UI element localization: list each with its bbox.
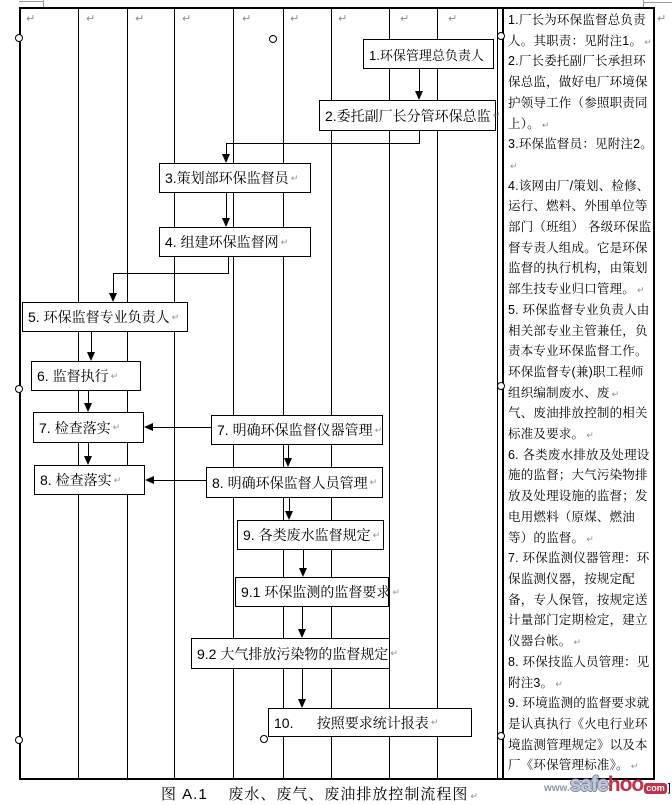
- flow-box-label: 8. 明确环保监督人员管理: [212, 474, 368, 491]
- figure-caption: 图 A.1 废水、废气、废油排放控制流程图 ↵: [161, 786, 479, 803]
- resize-handle[interactable]: [15, 736, 23, 744]
- note-item: 3.环保监督员：见附注2。↵: [508, 137, 653, 171]
- paragraph-mark-icon: ↵: [470, 791, 479, 801]
- note-item: 4.该网由厂/策划、检修、运行、燃料、外围单位等部门（班组） 各级环保监督专责人组成。它是环保监督的执行机构，由策划部生技专业归口管理。 ↵: [508, 178, 652, 297]
- paragraph-mark-icon: ↵: [112, 422, 121, 432]
- connector-line: [302, 669, 303, 700]
- flow-box-label: 2.委托副厂长分管环保总监: [325, 107, 491, 124]
- connector-line: [302, 607, 303, 630]
- lane-line: [127, 7, 128, 780]
- notes-panel-border: [502, 7, 504, 780]
- paragraph-mark-icon: ↵: [135, 13, 145, 25]
- note-item: 5. 环保监督专业负责人由相关部专业主管兼任，负责本专业环保监督工作。环保监督专(兼)职工程师组织编制废水、废 ↵: [508, 302, 650, 400]
- text-boundary-mark: [643, 2, 672, 3]
- paragraph-mark-icon: ↵: [290, 13, 300, 25]
- note-item: 2.厂长委托副厂长承担环保总监，做好电厂环境保护领导工作（参照职责同上）。 ↵: [508, 54, 648, 131]
- note-item: 气、废油排放控制的相关标准及要求。 ↵: [508, 406, 648, 442]
- flow-box-label: 9.2 大气排放污染物的监督规定: [197, 645, 389, 662]
- flow-box-label: 5. 环保监督专业负责人: [28, 309, 170, 325]
- connector-line: [419, 69, 420, 92]
- arrow-head: [299, 568, 307, 577]
- connector-line: [303, 550, 304, 569]
- paragraph-mark-icon: ↵: [113, 474, 122, 485]
- arrow-head: [144, 423, 153, 431]
- note-item: 9. 环境监测的监督要求就是认真执行《火电行业环境监测管理规定》以及本厂《环保管理标准》。 ↵: [508, 696, 650, 773]
- flow-box-5[interactable]: [22, 302, 188, 332]
- flow-box-7-right[interactable]: [211, 415, 383, 445]
- paragraph-mark-icon: ↵: [630, 761, 639, 772]
- arrow-head: [84, 456, 92, 465]
- watermark-hoo: hoo: [607, 773, 644, 796]
- paragraph-mark-icon: ↵: [290, 172, 299, 183]
- flow-box-8-right[interactable]: [206, 467, 383, 498]
- paragraph-mark-icon: ↵: [637, 285, 645, 296]
- resize-handle[interactable]: [497, 732, 505, 740]
- note-item: 7. 环保监测仪器管理：环保监测仪器，按规定配备，专人保管，按规定送计量部门定期检定，建立仪器台帐。 ↵: [508, 551, 650, 649]
- paragraph-mark-icon: ↵: [657, 13, 667, 25]
- flow-box-7-left[interactable]: [33, 412, 144, 443]
- connector-line: [154, 480, 206, 481]
- paragraph-mark-icon: ↵: [374, 424, 383, 435]
- flow-box-label: 8. 检查落实: [40, 472, 112, 488]
- paragraph-mark-icon: ↵: [390, 648, 398, 658]
- flow-box-9[interactable]: [237, 520, 384, 550]
- flow-box-label: 1.环保管理总负责人: [369, 47, 484, 63]
- arrow-head: [298, 629, 306, 638]
- connector-line: [289, 498, 290, 512]
- watermark-com: com: [646, 783, 665, 793]
- flow-box-6[interactable]: [31, 361, 141, 391]
- paragraph-mark-icon: ↵: [392, 586, 400, 597]
- paragraph-mark-icon: ↵: [369, 477, 378, 487]
- watermark-bracket: ]: [667, 782, 671, 794]
- arrow-head: [298, 699, 306, 708]
- paragraph-mark-icon: ↵: [586, 533, 594, 544]
- note-item: 1.厂长为环保监督总负责人。其职责：见附注1。 ↵: [508, 13, 652, 48]
- lane-line: [497, 7, 498, 780]
- connector-line: [226, 143, 420, 144]
- paragraph-mark-icon: ↵: [492, 110, 501, 120]
- flow-box-label: 3.策划部环保监督员: [165, 170, 289, 186]
- lane-line: [174, 7, 175, 780]
- flow-box-8-left[interactable]: [34, 465, 145, 495]
- paragraph-mark-icon: ↵: [372, 529, 381, 540]
- text-boundary-mark: [643, 0, 644, 7]
- watermark: [544, 774, 671, 795]
- resize-handle[interactable]: [497, 32, 505, 40]
- paragraph-mark-icon: ↵: [586, 430, 594, 441]
- paragraph-mark-icon: ↵: [242, 13, 252, 25]
- paragraph-mark-icon: ↵: [555, 678, 564, 689]
- paragraph-mark-icon: ↵: [510, 160, 518, 171]
- arrow-head: [415, 91, 423, 100]
- resize-handle[interactable]: [15, 34, 23, 42]
- text-boundary-mark: [43, 0, 44, 7]
- flow-box-10[interactable]: [268, 708, 472, 737]
- paragraph-mark-icon: ↵: [171, 311, 180, 322]
- flow-box-label: 4. 组建环保监督网: [165, 234, 279, 250]
- connector-line: [153, 427, 211, 428]
- watermark-www: www.: [544, 783, 570, 794]
- flow-box-label: 7. 检查落实: [39, 419, 111, 436]
- paragraph-mark-icon: ↵: [338, 13, 348, 25]
- connector-line: [113, 273, 114, 294]
- arrow-head: [109, 293, 117, 302]
- resize-handle[interactable]: [260, 735, 268, 743]
- flow-box-4[interactable]: [159, 227, 311, 257]
- connector-line: [288, 445, 289, 459]
- flow-box-3[interactable]: [159, 163, 311, 193]
- text-boundary-mark: [19, 1, 44, 2]
- connector-line: [91, 332, 92, 353]
- resize-handle[interactable]: [497, 382, 505, 390]
- paragraph-mark-icon: ↵: [573, 637, 582, 648]
- flow-box-label: 6. 监督执行: [37, 368, 109, 384]
- paragraph-mark-icon: ↵: [430, 717, 439, 727]
- resize-handle[interactable]: [15, 385, 23, 393]
- paragraph-mark-icon: ↵: [611, 388, 620, 399]
- paragraph-mark-icon: ↵: [400, 13, 410, 25]
- arrow-head: [87, 352, 95, 361]
- arrow-head: [284, 458, 292, 467]
- flow-box-1[interactable]: [363, 39, 494, 69]
- arrow-head: [285, 511, 293, 520]
- paragraph-mark-icon: ↵: [280, 236, 289, 247]
- arrow-head: [222, 154, 230, 163]
- note-item: 8. 环保技监人员管理：见附注3。 ↵: [508, 654, 650, 690]
- watermark-safe: safe: [569, 773, 608, 796]
- connector-line: [113, 273, 229, 274]
- flow-box-9-1[interactable]: [235, 577, 400, 607]
- paragraph-mark-icon: ↵: [644, 36, 652, 47]
- arrow-head: [222, 218, 230, 227]
- paragraph-mark-icon: ↵: [541, 119, 550, 130]
- resize-handle[interactable]: [269, 35, 277, 43]
- arrow-head: [84, 403, 92, 412]
- flow-box-label: 7. 明确环保监督仪器管理: [217, 422, 373, 438]
- note-item: 6. 各类废水排放及处理设施的监督；大气污染物排放及处理设施的监督；发电用燃料（原煤、燃油等）的监督。 ↵: [508, 447, 650, 545]
- paragraph-mark-icon: ↵: [86, 13, 96, 25]
- connector-line: [226, 193, 227, 218]
- flow-box-9-2[interactable]: [191, 638, 398, 669]
- paragraph-mark-icon: ↵: [182, 13, 192, 25]
- connector-line: [228, 257, 229, 274]
- paragraph-mark-icon: ↵: [26, 13, 36, 25]
- connector-line: [88, 443, 89, 457]
- paragraph-mark-icon: ↵: [110, 370, 119, 381]
- flow-box-label: 9.1 环保监测的监督要求: [241, 584, 391, 600]
- arrow-head: [145, 476, 154, 484]
- notes-panel: [508, 10, 653, 776]
- flow-box-label: 10. 按照要求统计报表: [274, 714, 429, 731]
- flow-box-label: 9. 各类废水监督规定: [243, 527, 371, 543]
- lane-line: [78, 7, 79, 780]
- flow-box-2[interactable]: [319, 100, 501, 131]
- paragraph-mark-icon: ↵: [448, 13, 458, 25]
